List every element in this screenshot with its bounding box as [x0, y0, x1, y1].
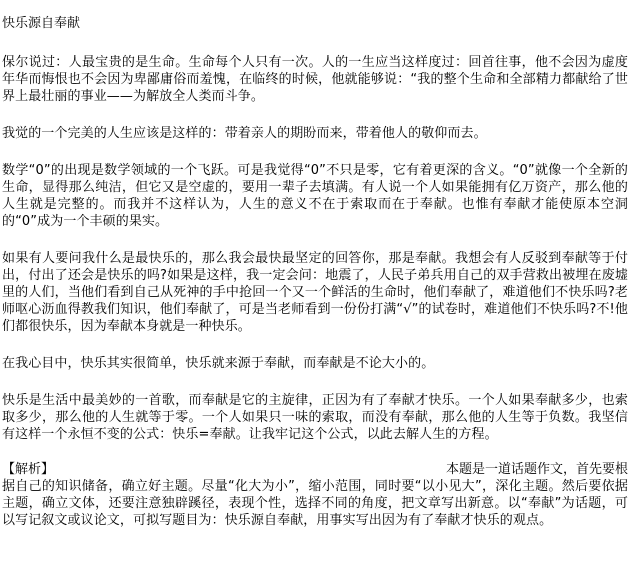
paragraph-3: 数学“0”的出现是数学领域的一个飞跃。可是我觉得“0”不只是零，它有着更深的含义。“0”就像一个全新的生命，显得那么纯洁，但它又是空虚的，要用一辈子去填满。有人说一个人如果能拥有亿万资产，那么他的人生就是完整的。而我并不这样认为，人生的意义不在于索取而在于奉献。也惟有奉献才能使原本空洞的“0”成为一个丰硕的果实。: [2, 163, 628, 229]
spacer: [2, 105, 628, 125]
analysis-body: 据自己的知识储备，确立好主题。尽量“化大为小”，缩小范围，同时要“以小见大”，深化主题。然后要依据主题，确立文体，还要注意独辟蹊径，表现个性，选择不同的角度，把文章写出新意。以“奉献”为话题，可以写记叙文或议论文，可拟写题目为：快乐源自奉献，用事实写出因为有了奉献才快乐的观点。: [2, 479, 628, 528]
essay-title: 快乐源自奉献: [2, 16, 81, 31]
analysis-lead-text: 本题是一道话题作文，首先要根: [445, 462, 628, 477]
analysis-label: 【解析】: [2, 462, 55, 477]
spacer: [2, 230, 628, 250]
document: [2, 15, 628, 529]
paragraph-4: 如果有人要问我什么是最快乐的，那么我会最快最坚定的回答你，那是奉献。我想会有人反驳到奉献等于付出，付出了还会是快乐的吗?如果是这样，我一定会问：地震了，人民子弟兵用自己的双手营救出被埋在废墟里的人们，当他们看到自己从死神的手中抢回一个又一个鲜活的生命时，他们奉献了，难道他们不快乐吗?老师呕心沥血得教我们知识，他们奉献了，可是当老师看到一份份打满“√”的试卷时，难道他们不快乐吗?不!他们都很快乐，因为奉献本身就是一种快乐。: [2, 251, 628, 334]
spacer: [2, 372, 628, 392]
spacer: [2, 142, 628, 162]
analysis-header: [2, 461, 628, 478]
spacer: [2, 335, 628, 355]
paragraph-6: 快乐是生活中最美妙的一首歌，而奉献是它的主旋律，正因为有了奉献才快乐。一个人如果奉献多少，也索取多少，那么他的人生就等于零。一个人如果只一味的索取，而没有奉献，那么他的人生等于负数。我坚信有这样一个永恒不变的公式：快乐=奉献。让我牢记这个公式，以此去解人生的方程。: [2, 393, 628, 442]
paragraph-5: 在我心目中，快乐其实很简单，快乐就来源于奉献，而奉献是不论大小的。: [2, 356, 435, 371]
spacer: [2, 443, 628, 461]
paragraph-2: 我觉的一个完美的人生应该是这样的：带着亲人的期盼而来，带着他人的敬仰而去。: [2, 126, 487, 141]
paragraph-1: 保尔说过：人最宝贵的是生命。生命每个人只有一次。人的一生应当这样度过：回首往事，他不会因为虚度年华而悔恨也不会因为卑鄙庸俗而羞愧，在临终的时候，他就能够说：“我的整个生命和全部精力都献给了世界上最壮丽的事业——为解放全人类而斗争。: [2, 55, 628, 104]
spacer: [2, 32, 628, 54]
